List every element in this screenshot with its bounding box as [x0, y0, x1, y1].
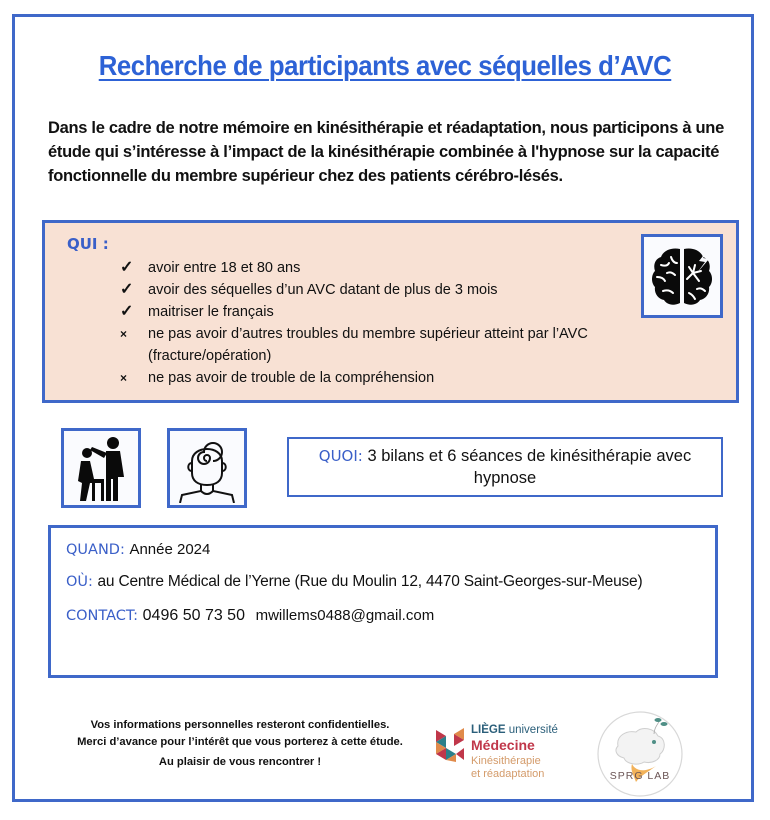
uliege-name: LIÈGE université: [471, 724, 558, 736]
cross-icon: ×: [120, 327, 128, 341]
criteria-item: [120, 301, 628, 323]
criteria-list: [120, 257, 628, 389]
footer-line-2: Merci d’avance pour l’intérêt que vous porterez à cette étude.: [77, 736, 403, 748]
sprg-lab-logo: [596, 710, 684, 798]
quoi-label: QUOI:: [318, 447, 363, 465]
criteria-text: maitriser le français: [148, 304, 274, 320]
info-section: [48, 525, 718, 678]
uliege-mark-icon: [436, 728, 466, 762]
brain-lightning-icon: [649, 243, 715, 309]
quoi-section: [287, 437, 723, 497]
check-icon: ✓: [120, 303, 134, 320]
criteria-text: avoir des séquelles d’un AVC datant de plus de 3 mois: [148, 282, 498, 298]
contact-email[interactable]: mwillems0488@gmail.com: [255, 607, 435, 624]
criteria-item: [120, 367, 628, 389]
brain-icon-box: [641, 234, 723, 318]
footer-message: [70, 717, 410, 771]
uliege-faculty: Médecine: [471, 737, 535, 753]
therapy-icon-box: [61, 428, 141, 508]
hypnosis-head-icon: [172, 433, 242, 503]
intro-paragraph: Dans le cadre de notre mémoire en kinésithérapie et réadaptation, nous participons à une étude qui s’intéresse à l’impact de la kinésithérapie combinée à l'hypnose sur la capacité fonctionnelle du membre supérieur chez des patients cérébro-lésés.: [48, 119, 724, 185]
sprg-brain-icon: [596, 710, 684, 798]
quoi-text: 3 bilans et 6 séances de kinésithérapie avec hypnose: [367, 447, 692, 487]
qui-section: [42, 220, 739, 403]
quand-value: Année 2024: [129, 541, 211, 558]
criteria-item: [120, 279, 628, 301]
check-icon: ✓: [120, 281, 134, 298]
criteria-text: ne pas avoir de trouble de la compréhension: [148, 370, 435, 386]
ou-row: [66, 572, 642, 591]
sprg-lab-name: SPRG LAB: [609, 770, 671, 782]
uliege-department: Kinésithérapie et réadaptation: [471, 755, 545, 780]
criteria-item: [120, 323, 628, 367]
ou-value: au Centre Médical de l’Yerne (Rue du Moulin 12, 4470 Saint-Georges-sur-Meuse): [97, 573, 643, 590]
ou-label: OÙ:: [66, 574, 93, 590]
qui-label: QUI :: [67, 235, 109, 253]
contact-row: [66, 606, 434, 625]
criteria-text: ne pas avoir d’autres troubles du membre supérieur atteint par l’AVC (fracture/opération): [148, 326, 588, 364]
cross-icon: ×: [120, 371, 128, 385]
footer-line-3: Au plaisir de vous rencontrer !: [158, 756, 322, 768]
contact-phone[interactable]: 0496 50 73 50: [142, 607, 245, 624]
criteria-text: avoir entre 18 et 80 ans: [148, 260, 301, 276]
therapist-patient-icon: [66, 433, 136, 503]
quand-label: QUAND:: [66, 542, 125, 558]
criteria-item: [120, 257, 628, 279]
contact-label: CONTACT:: [66, 608, 139, 624]
uliege-logo: [436, 724, 576, 784]
footer-line-1: Vos informations personnelles resteront confidentielles.: [90, 719, 390, 731]
quand-row: [66, 540, 210, 559]
poster-title: Recherche de participants avec séquelles d’AVC: [98, 50, 672, 81]
hypnosis-icon-box: [167, 428, 247, 508]
check-icon: ✓: [120, 259, 134, 276]
